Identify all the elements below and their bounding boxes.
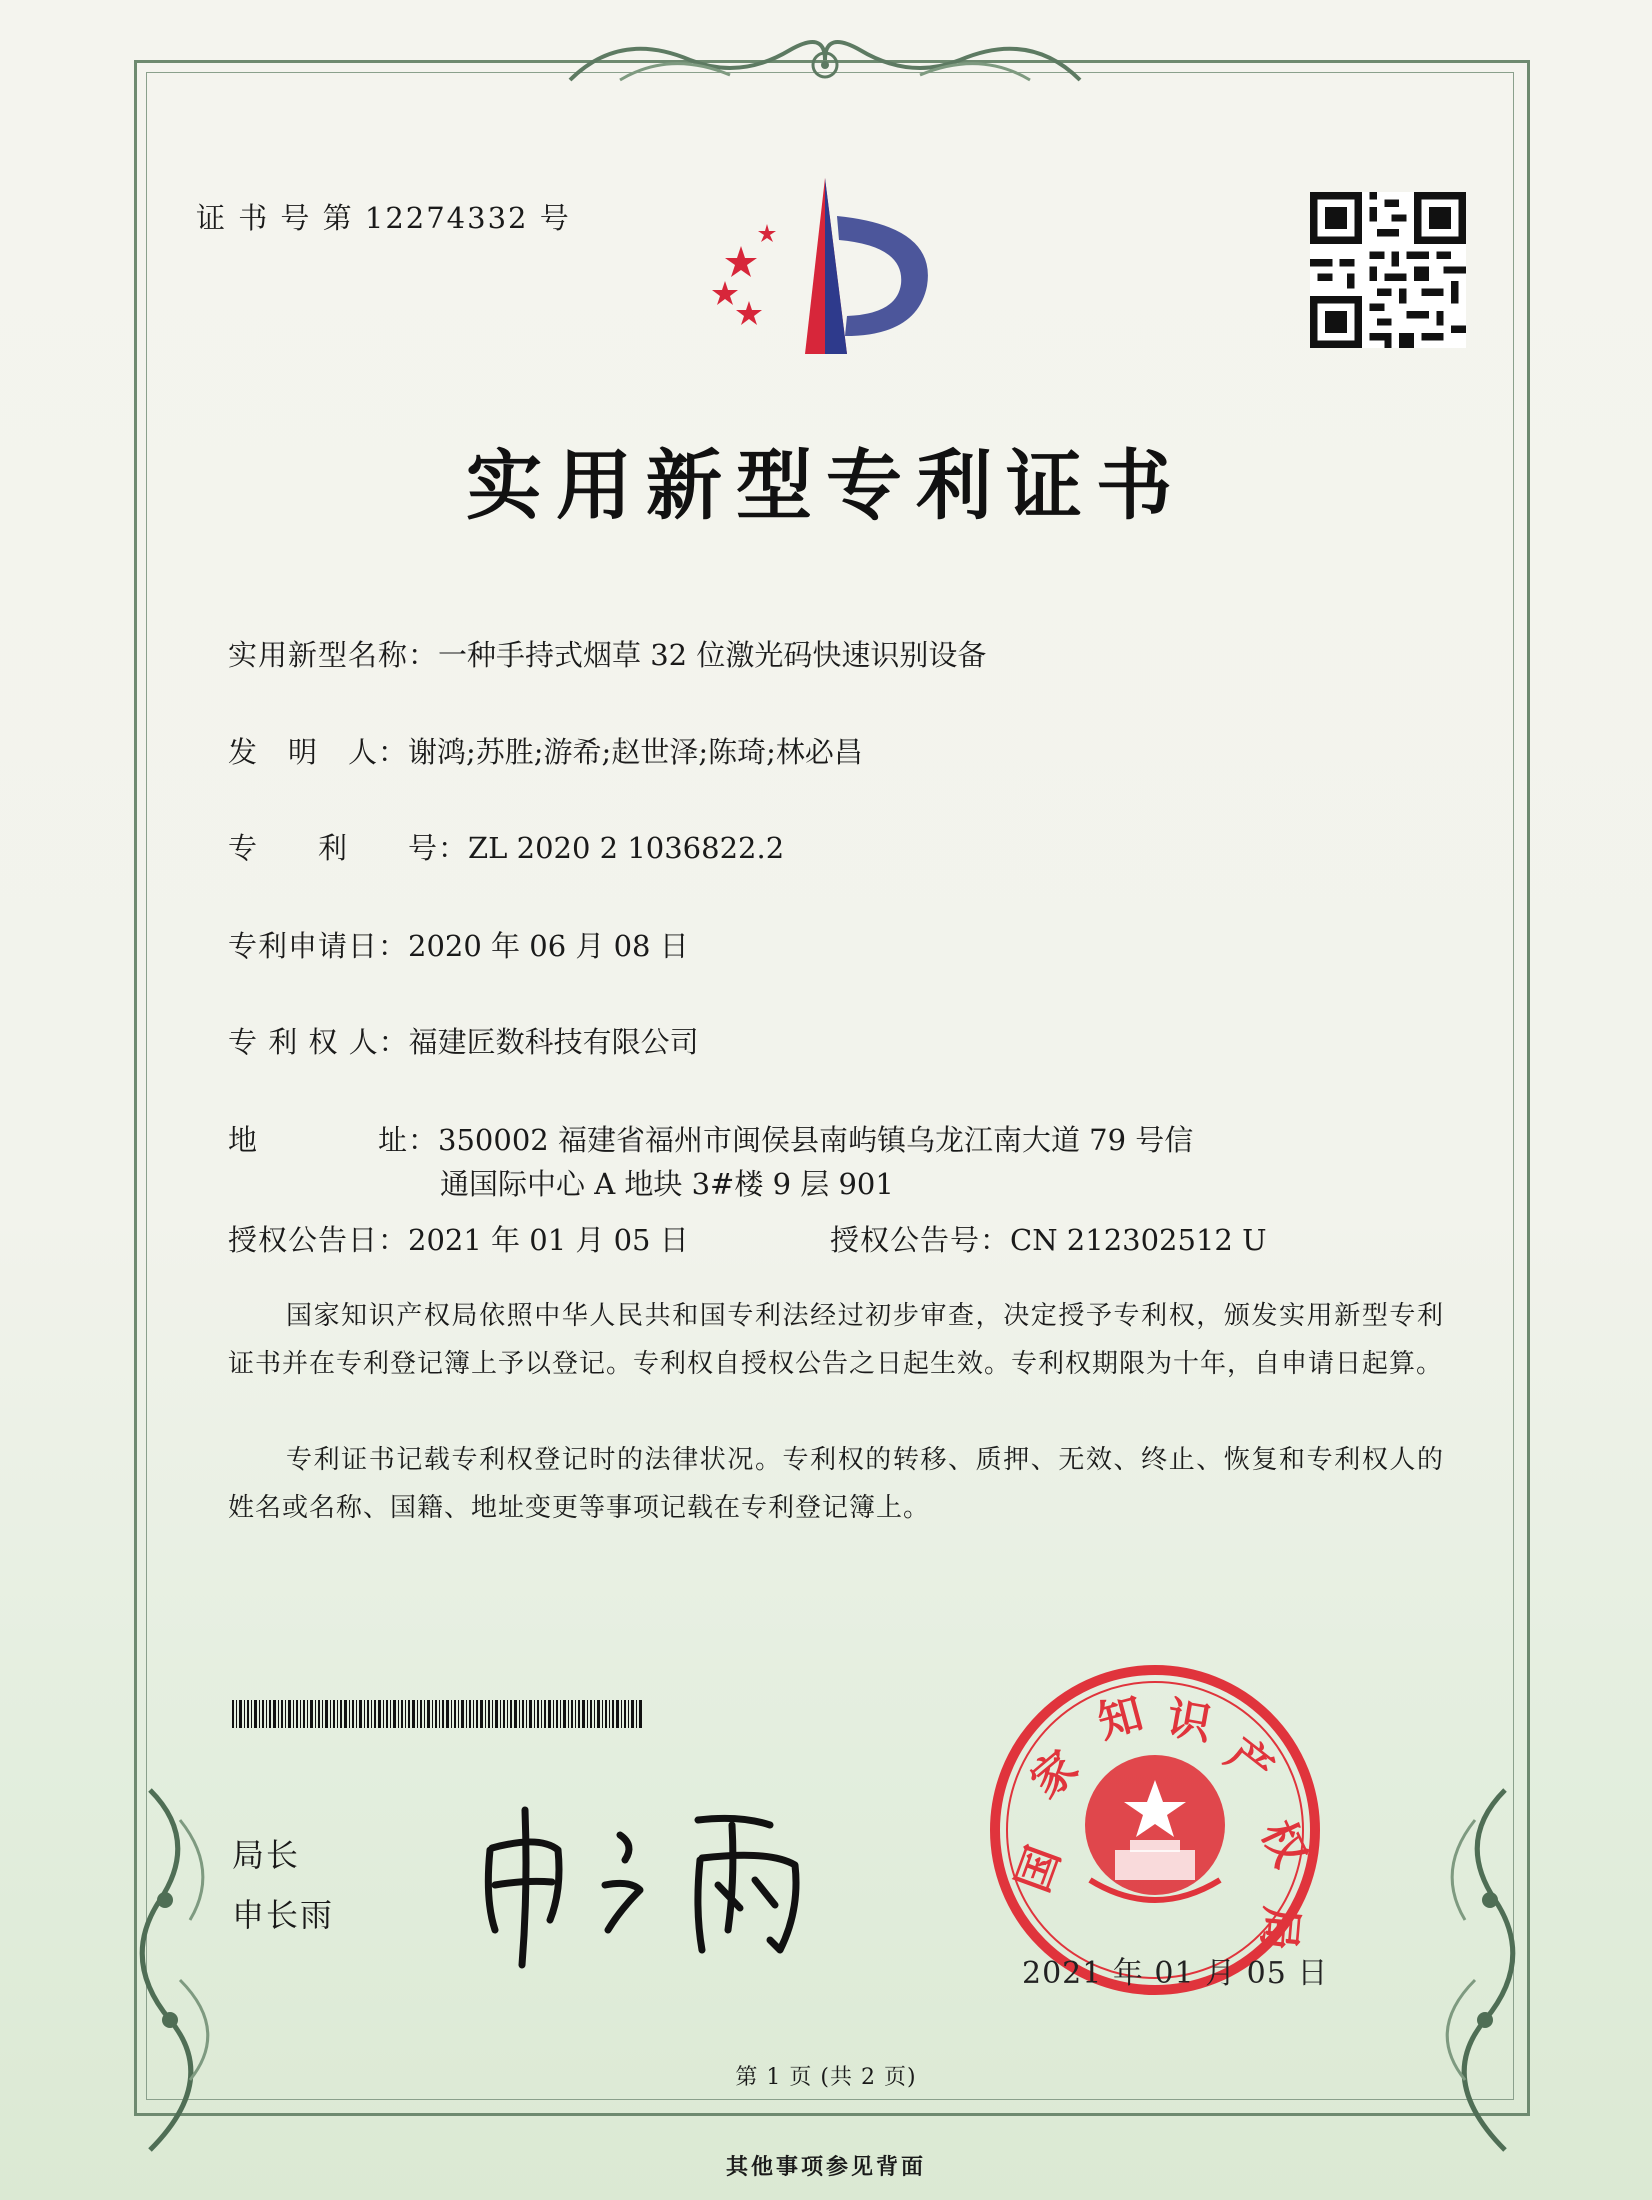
field-value: ZL 2020 2 1036822.2	[468, 831, 785, 865]
seal-date: 2021 年 01 月 05 日	[1022, 1956, 1329, 1991]
field-value: 谢鸿;苏胜;游希;赵世泽;陈琦;林必昌	[408, 735, 863, 769]
svg-text:知: 知	[1092, 1687, 1149, 1749]
footer-note: 其他事项参见背面	[725, 2154, 926, 2180]
top-ornament-icon	[560, 20, 1090, 100]
field-value: 一种手持式烟草 32 位激光码快速识别设备	[438, 638, 987, 672]
field-patentee	[228, 1020, 699, 1064]
qr-code-icon	[1310, 192, 1466, 348]
barcode-icon	[232, 1700, 642, 1728]
field-grant-date	[228, 1218, 689, 1262]
svg-text:权: 权	[1251, 1813, 1316, 1875]
director-title: 局长	[232, 1836, 301, 1874]
field-value: 2020 年 06 月 08 日	[408, 929, 689, 963]
svg-text:家: 家	[1021, 1741, 1088, 1809]
body-paragraph: 国家知识产权局依照中华人民共和国专利法经过初步审查，决定授予专利权，颁发实用新型专利证书并在专利登记簿上予以登记。专利权自授权公告之日起生效。专利权期限为十年，自申请日起算。	[228, 1301, 1444, 1379]
field-label: 专 利 号：	[228, 831, 469, 865]
field-value: 通国际中心 A 地块 3#楼 9 层 901	[440, 1167, 894, 1201]
field-inventors	[228, 730, 863, 774]
field-patent-number	[228, 826, 784, 870]
field-label: 专 利 权 人：	[228, 1025, 409, 1059]
national-ip-office-logo-icon	[705, 176, 955, 366]
page-number: 第 1 页 (共 2 页)	[735, 2065, 917, 2090]
left-corner-ornament-icon	[110, 1780, 250, 2160]
svg-text:局: 局	[1252, 1904, 1307, 1953]
svg-text:识: 识	[1163, 1692, 1216, 1751]
field-label: 地 址：	[228, 1123, 439, 1157]
field-filing-date	[228, 924, 689, 968]
svg-text:产: 产	[1216, 1728, 1283, 1796]
field-label: 授权公告日：	[228, 1223, 409, 1257]
director-signature	[470, 1790, 830, 1970]
certificate-number: 证 书 号 第 12274332 号	[196, 201, 571, 235]
right-corner-ornament-icon	[1405, 1780, 1545, 2160]
field-utility-model-name	[228, 633, 986, 677]
field-address	[228, 1118, 1193, 1162]
director-name: 申长雨	[232, 1896, 335, 1934]
field-announcement-number	[830, 1218, 1267, 1262]
field-label: 发 明 人：	[228, 735, 409, 769]
body-paragraph: 专利证书记载专利权登记时的法律状况。专利权的转移、质押、无效、终止、恢复和专利权人的姓名或名称、国籍、地址变更等事项记载在专利登记簿上。	[228, 1445, 1444, 1523]
field-label: 专利申请日：	[228, 929, 409, 963]
svg-text:国: 国	[1007, 1839, 1071, 1899]
field-value: CN 212302512 U	[1010, 1223, 1267, 1257]
field-label: 实用新型名称：	[228, 638, 439, 672]
field-value: 2021 年 01 月 05 日	[408, 1223, 689, 1257]
field-value: 福建匠数科技有限公司	[408, 1025, 699, 1059]
field-address-line2	[440, 1162, 894, 1206]
field-label: 授权公告号：	[830, 1223, 1011, 1257]
field-value: 350002 福建省福州市闽侯县南屿镇乌龙江南大道 79 号信	[438, 1123, 1194, 1157]
certificate-title: 实用新型专利证书	[466, 441, 1186, 530]
